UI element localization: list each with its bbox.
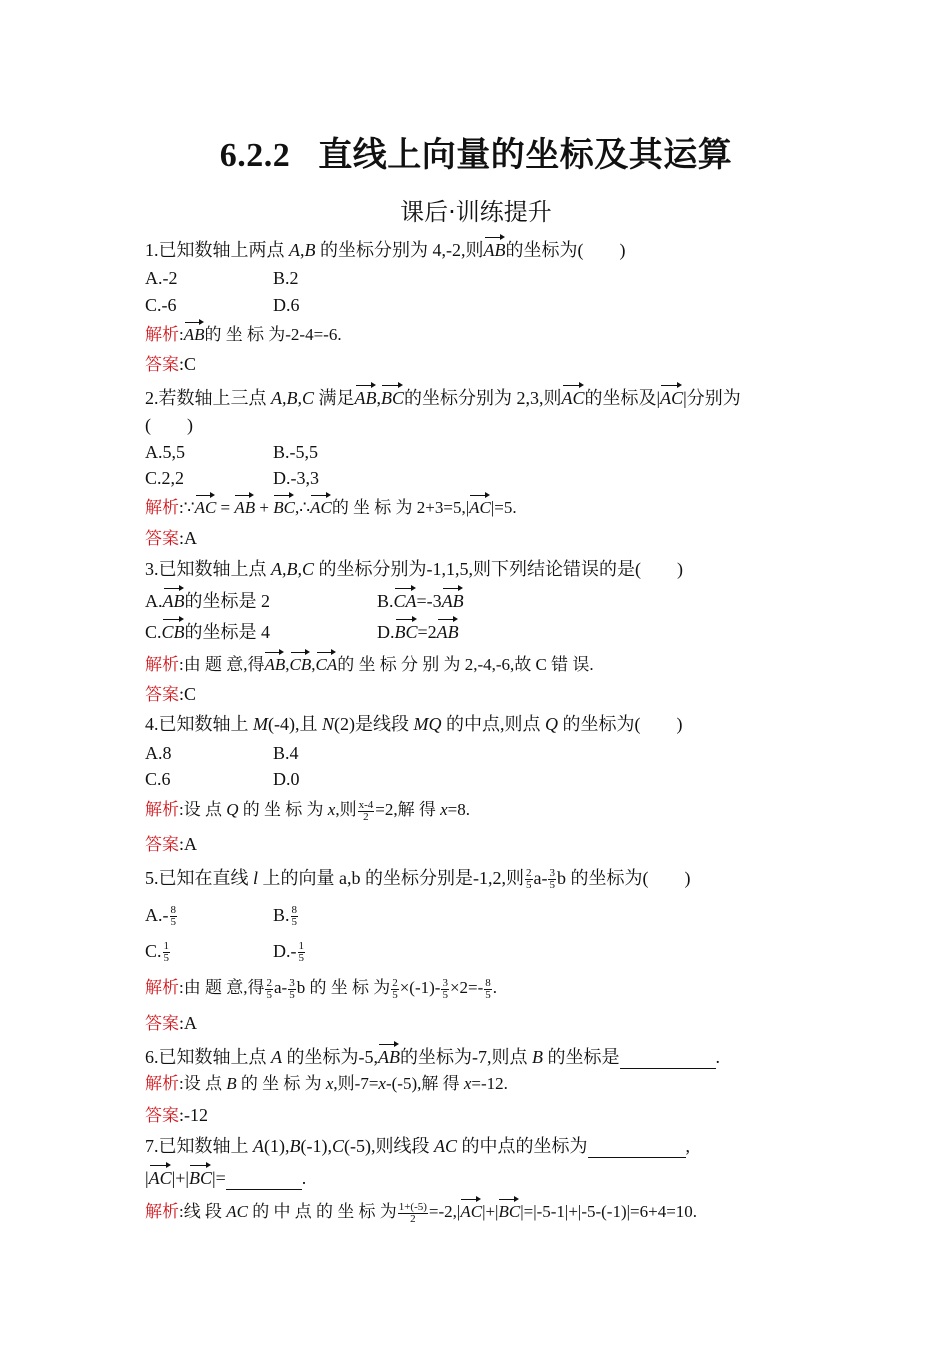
q5-answer: 答案:A (145, 1013, 198, 1034)
q5-option-b: B. $\frac{8}{5}$ (273, 904, 298, 929)
answer-blank[interactable] (620, 1050, 716, 1069)
q2-option-a: A.5,5 (145, 442, 185, 462)
page-title (0, 127, 952, 176)
q3-option-d: D.BC=2AB (377, 618, 459, 644)
answer-blank[interactable] (226, 1171, 302, 1190)
q3-analysis: 解析:由 题 意,得AB,CB,CA的 坐 标 分 别 为 2,-4,-6,故 C 错 误. (145, 651, 594, 677)
q6-analysis: 解析:设 点 B 的 坐 标 为 x,则-7=x-(-5),解 得 x=-12. (145, 1074, 508, 1094)
q7-stem-line2: |AC|+|BC|= . (145, 1164, 306, 1190)
q3-option-b: B.CA=-3AB (377, 587, 464, 613)
q1-analysis: 解析:AB的 坐 标 为-2-4=-6. (145, 321, 342, 347)
title-text: 直线上向量的坐标及其运算 (318, 135, 733, 175)
q4-analysis: 解析:设 点 Q 的 坐 标 为 x,则 $\frac{x-4}{2}$ =2,解 得 x=8. (145, 798, 470, 823)
q5-option-d: D.- $\frac{1}{5}$ (273, 940, 304, 965)
q4-option-a: A.8 (145, 743, 172, 763)
answer-blank[interactable] (588, 1139, 686, 1158)
q5-stem: 5.已知在直线 l 上的向量 a,b 的坐标分别是-1,2,则 $\frac{2}{5}$ a- $\frac{3}{5}$ b 的坐标为( ) (145, 867, 691, 892)
q4-option-b: B.4 (273, 743, 299, 763)
fraction: $\frac{x-4}{2}$ (358, 798, 374, 823)
q2-option-d: D.-3,3 (273, 468, 319, 488)
q3-option-c: C.CB的坐标是 4 (145, 618, 270, 644)
q4-option-c: C.6 (145, 769, 171, 789)
q1-option-d: D.6 (273, 295, 300, 315)
q4-option-d: D.0 (273, 769, 300, 789)
q4-answer: 答案:A (145, 834, 198, 855)
q5-option-c: C. $\frac{1}{5}$ (145, 940, 170, 965)
q1-answer: 答案:C (145, 354, 197, 375)
q7-stem: 7.已知数轴上 A(1),B(-1),C(-5),则线段 AC 的中点的坐标为 , (145, 1136, 690, 1156)
q2-stem: 2.若数轴上三点 A,B,C 满足AB,BC的坐标分别为 2,3,则AC的坐标及|AC|分别为 (145, 384, 741, 410)
q2-option-c: C.2,2 (145, 468, 185, 488)
q1-stem: 1.已知数轴上两点 A,B 的坐标分别为 4,-2,则AB的坐标为( ) (145, 236, 626, 262)
q6-answer: 答案:-12 (145, 1105, 209, 1126)
q2-option-b: B.-5,5 (273, 442, 318, 462)
q3-option-a: A.AB的坐标是 2 (145, 587, 270, 613)
q2-stem-paren: ( ) (145, 415, 193, 435)
q5-option-a: A.- $\frac{8}{5}$ (145, 904, 176, 929)
q3-stem: 3.已知数轴上点 A,B,C 的坐标分别为-1,1,5,则下列结论错误的是( ) (145, 559, 683, 579)
q7-analysis: 解析:线 段 AC 的 中 点 的 坐 标 为 $\frac{1+(-5)}{2}$ =-2,|AC|+|BC|=|-5-1|+|-5-(-1)|=6+4=10. (145, 1198, 697, 1225)
analysis-label: 解析 (145, 325, 179, 345)
vector-ab: AB (484, 236, 506, 262)
answer-label: 答案 (145, 355, 179, 375)
q2-answer: 答案:A (145, 528, 198, 549)
q6-stem: 6.已知数轴上点 A 的坐标为-5,AB的坐标为-7,则点 B 的坐标是 . (145, 1043, 720, 1069)
q3-answer: 答案:C (145, 684, 197, 705)
q1-option-b: B.2 (273, 268, 299, 288)
q1-option-a: A.-2 (145, 268, 178, 288)
q2-analysis: 解析:∵AC = AB + BC,∴AC的 坐 标 为 2+3=5,|AC|=5. (145, 494, 517, 520)
page-subtitle: 课后·训练提升 (400, 198, 552, 226)
q5-analysis: 解析:由 题 意,得 $\frac{2}{5}$ a- $\frac{3}{5}$ b 的 坐 标 为 $\frac{2}{5}$ ×(-1)- $\frac{3}{5}$ ×2=- $\frac{8}{5}$ . (145, 976, 498, 1001)
q4-stem: 4.已知数轴上 M(-4),且 N(2)是线段 MQ 的中点,则点 Q 的坐标为( ) (145, 714, 683, 734)
q1-option-c: C.-6 (145, 295, 177, 315)
section-number: 6.2.2 (219, 137, 291, 174)
